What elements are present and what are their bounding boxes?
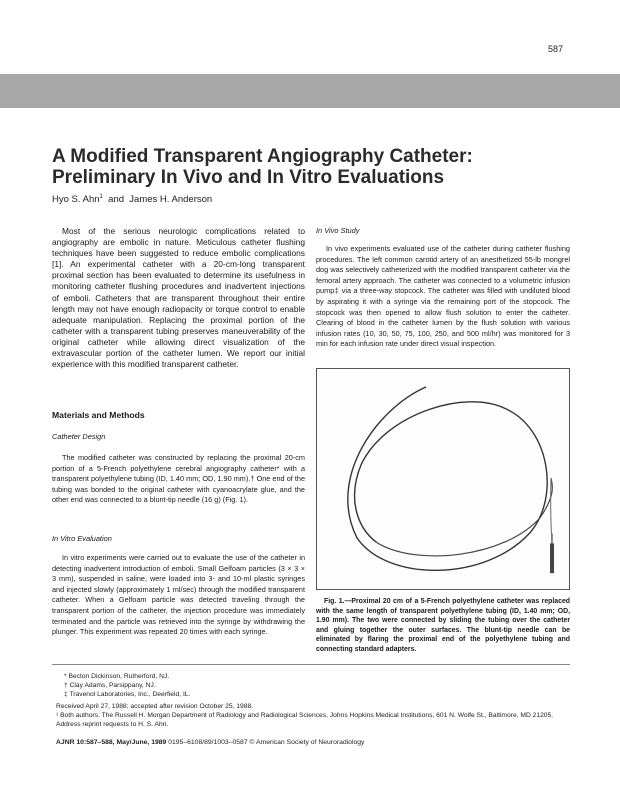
footnote-2: † Clay Adams, Parsippany, NJ. xyxy=(64,682,156,689)
in-vitro-heading: In Vitro Evaluation xyxy=(52,534,112,543)
article-title xyxy=(52,146,572,188)
header-band xyxy=(0,74,620,108)
title-line-1: A Modified Transparent Angiography Catheter: xyxy=(52,146,473,167)
in-vitro-section xyxy=(52,534,305,638)
catheter-tubing-second-loop xyxy=(377,478,553,556)
catheter-design-heading: Catheter Design xyxy=(52,432,106,441)
figure-caption-block xyxy=(316,597,570,655)
author-affiliation-note: ¹ Both authors: The Russell H. Morgan Department of Radiology and Radiological Sciences, Johns Hopkins Medical Institutions, 601 N. Wolfe St., Baltimore, MD 21205. Address reprint requests to H. S. Ahn. xyxy=(56,712,554,729)
figure-1-photo xyxy=(316,368,570,590)
journal-citation xyxy=(56,739,364,746)
journal-citation-bold: AJNR 10:587–588, May/June, 1989 xyxy=(56,739,167,746)
catheter-design-section xyxy=(52,432,305,506)
page-number: 587 xyxy=(548,44,564,54)
materials-heading-block xyxy=(52,410,305,420)
author-conjunction: and xyxy=(108,194,125,206)
needle-tip xyxy=(551,534,553,544)
journal-citation-rest: 0195–6108/89/1003–0587 © American Society of Neuroradiology xyxy=(166,739,365,746)
author-ahn: Hyo S. Ahn xyxy=(52,194,100,206)
in-vivo-section xyxy=(316,226,570,350)
catheter-coil-illustration xyxy=(317,369,569,589)
intro-section xyxy=(52,226,305,370)
in-vitro-paragraph: In vitro experiments were carried out to evaluate the use of the catheter in detecting inadvertent introduction of emboli. Small Gelfoam particles (3 × 3 × 3 mm), suspended in saline, were loaded into 3- and 10-ml plastic syringes and injected slowly (approximately 1 ml/sec) through the modified transparent catheter. When a Gelfoam particle was detected traveling through the transparent portion of the catheter, the injection procedure was immediately terminated and the particle was retrieved into the syringe by withdrawing the plunger. This experiment was repeated 20 times with each syringe. xyxy=(52,553,305,637)
in-vivo-heading: In Vivo Study xyxy=(316,226,360,235)
figure-1-caption: Fig. 1.—Proximal 20 cm of a 5-French polyethylene catheter was replaced with the same length of transparent polyethylene tubing (ID, 1.40 mm; OD, 1.90 mm). The two were connected by sliding the tubing over the catheter and gluing together the outer surfaces. The blunt-tip needle can be eliminated by flaring the proximal end of the polyethylene tubing and connecting standard adapters. xyxy=(316,598,570,653)
intro-paragraph: Most of the serious neurologic complications related to angiography are embolic in nature. Meticulous catheter flushing techniques have been suggested to reduce embolic complications [1]. An experimental catheter with a 20-cm-long transparent proximal section has been evaluated to determine its usefulness in monitoring catheter flushing procedures and inadvertent injections of emboli. Catheters that are transparent throughout their entire length may not have enough radiopacity or torque control to enable adequate manipulation. Replacing the proximal portion of the catheter with a transparent tubing preserves maneuverability of the original catheter while allowing direct visualization of the extravascular portion of the catheter lumen. We report our initial experience with this modified transparent catheter. xyxy=(52,226,305,370)
catheter-design-paragraph: The modified catheter was constructed by replacing the proximal 20-cm portion of a 5-French polyethylene cerebral angiography catheter* with a transparent polyethylene tubing (ID, 1.40 mm; OD, 1.90 mm).† One end of the tubing was bonded to the original catheter with cyanoacrylate glue, and the other end was connected to a blunt-tip needle (16 g) (Fig. 1). xyxy=(52,453,305,505)
footnote-3: ‡ Travenol Laboratories, Inc., Deerfield, IL. xyxy=(64,691,191,698)
footnote-1: * Becton Dickinson, Rutherford, NJ. xyxy=(64,673,170,680)
received-dates: Received April 27, 1988; accepted after revision October 25, 1988. xyxy=(56,703,254,710)
materials-methods-heading: Materials and Methods xyxy=(52,410,145,420)
author-anderson: James H. Anderson xyxy=(129,194,213,206)
author-affiliation-mark: 1 xyxy=(99,194,103,200)
author-line xyxy=(52,194,212,205)
in-vivo-paragraph: In vivo experiments evaluated use of the catheter during catheter flushing procedures. The left common carotid artery of an anesthetized 55-lb mongrel dog was selectively catheterized with the modified transparent catheter via the femoral artery approach. The catheter was connected to a volumetric infusion pump‡ via a three-way stopcock. The catheter was filled with undiluted blood by aspirating it with a syringe via the remaining port of the stopcock. The stopcock was then opened to allow flush solution to enter the catheter. Clearing of blood in the catheter lumen by the flush solution with various infusion rates (10, 30, 50, 75, 100, 250, and 500 ml/hr) was monitored for 3 min for each infusion rate under direct visual inspection. xyxy=(316,244,570,349)
title-line-2: Preliminary In Vivo and In Vitro Evaluations xyxy=(52,167,445,188)
footer-divider xyxy=(52,664,570,665)
blunt-tip-needle-hub xyxy=(550,543,554,573)
